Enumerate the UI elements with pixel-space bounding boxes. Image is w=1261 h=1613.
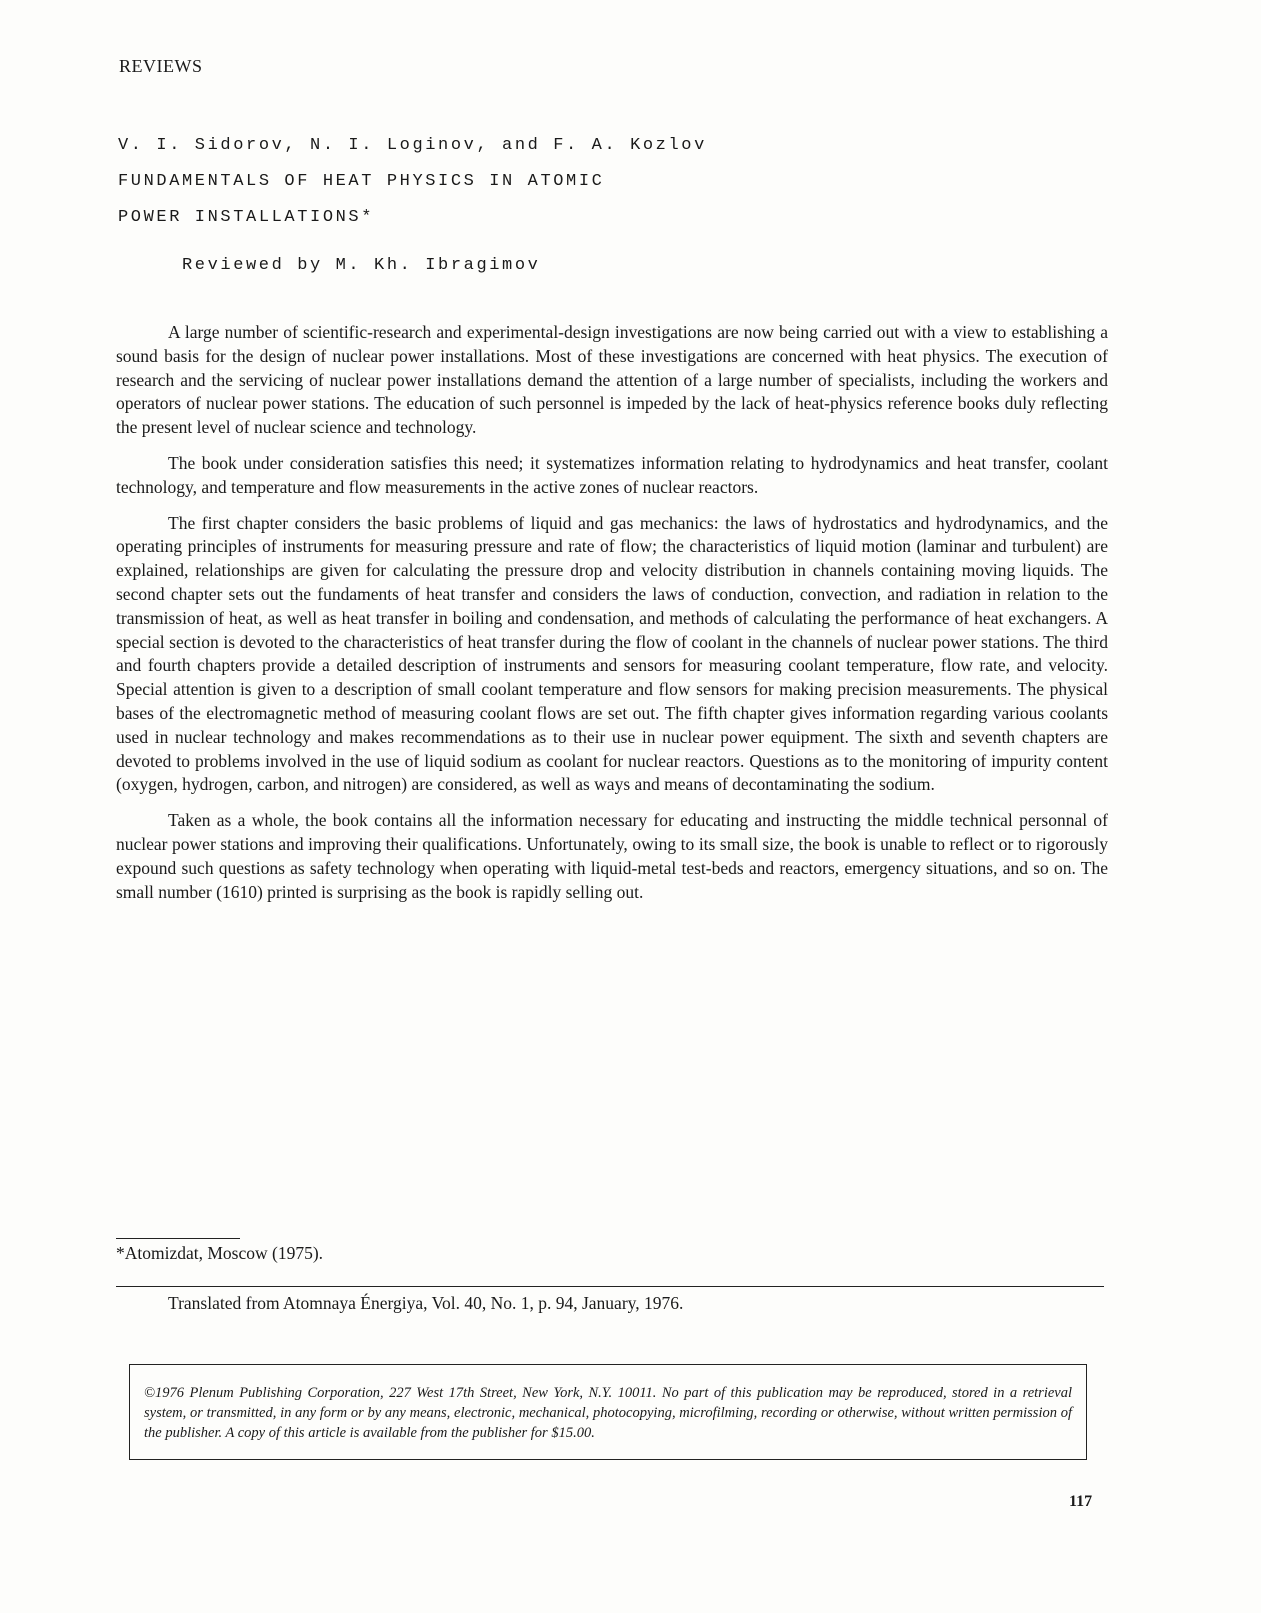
page-number: 117 <box>1069 1493 1093 1510</box>
review-body <box>116 321 1108 916</box>
book-title-line-2: POWER INSTALLATIONS* <box>118 208 375 227</box>
copyright-notice: ©1976 Plenum Publishing Corporation, 227 West 17th Street, New York, N.Y. 10011. No part of this publication may be reproduced, stored in a retrieval system, or transmitted, in any form or by any means, electronic, mechanical, photocopying, microfilming, recording or otherwise, without written permission of the publisher. A copy of this article is available from the publisher for $15.00. <box>144 1385 1072 1441</box>
footnote-divider <box>116 1238 240 1239</box>
book-title-line-1: FUNDAMENTALS OF HEAT PHYSICS IN ATOMIC <box>118 172 605 191</box>
review-authors: V. I. Sidorov, N. I. Loginov, and F. A. Kozlov <box>118 136 707 155</box>
paragraph: A large number of scientific-research and experimental-design investigations are now being carried out with a view to establishing a sound basis for the design of nuclear power installations. Most of these investigations are concerned with heat physics. The execution of research and the servicing of nuclear power installations demand the attention of a large number of specialists, including the workers and operators of nuclear power stations. The education of such personnel is impeded by the lack of heat-physics reference books duly reflecting the present level of nuclear science and technology. <box>116 322 1108 438</box>
footnote: *Atomizdat, Moscow (1975). <box>116 1243 324 1263</box>
translation-source: Translated from Atomnaya Énergiya, Vol. 40, No. 1, p. 94, January, 1976. <box>168 1293 684 1313</box>
copyright-box <box>129 1364 1087 1460</box>
reviewer-line: Reviewed by M. Kh. Ibragimov <box>182 256 541 275</box>
paragraph: The first chapter considers the basic problems of liquid and gas mechanics: the laws of hydrostatics and hydrodynamics, and the operating principles of instruments for measuring pressure and rate of flow; the characteristics of liquid motion (laminar and turbulent) are explained, relationships are given for calculating the pressure drop and velocity distribution in channels containing moving liquids. The second chapter sets out the fundaments of heat transfer and considers the laws of conduction, convection, and radiation in relation to the transmission of heat, as well as heat transfer in boiling and condensation, and methods of calculating the performance of heat exchangers. A special section is devoted to the characteristics of heat transfer during the flow of coolant in the channels of nuclear power stations. The third and fourth chapters provide a detailed description of instruments and sensors for measuring coolant temperature, flow rate, and velocity. Special attention is given to a description of small coolant temperature and flow sensors for making precision measurements. The physical bases of the electromagnetic method of measuring coolant flows are set out. The fifth chapter gives information regarding various coolants used in nuclear technology and makes recommendations as to their use in nuclear power equipment. The sixth and seventh chapters are devoted to problems involved in the use of liquid sodium as coolant for nuclear reactors. Questions as to the monitoring of impurity content (oxygen, hydrogen, carbon, and nitrogen) are considered, as well as ways and means of decontaminating the sodium. <box>116 512 1108 795</box>
translation-divider <box>116 1286 1104 1287</box>
section-heading: REVIEWS <box>119 56 203 76</box>
paragraph: Taken as a whole, the book contains all the information necessary for educating and instructing the middle technical personnal of nuclear power stations and improving their qualifications. Unfortunately, owing to its small size, the book is unable to reflect or to rigorously expound such questions as safety technology when operating with liquid-metal test-beds and reactors, emergency situations, and so on. The small number (1610) printed is surprising as the book is rapidly selling out. <box>116 810 1108 902</box>
paragraph: The book under consideration satisfies this need; it systematizes information relating to hydrodynamics and heat transfer, coolant technology, and temperature and flow measurements in the active zones of nuclear reactors. <box>116 452 1108 497</box>
